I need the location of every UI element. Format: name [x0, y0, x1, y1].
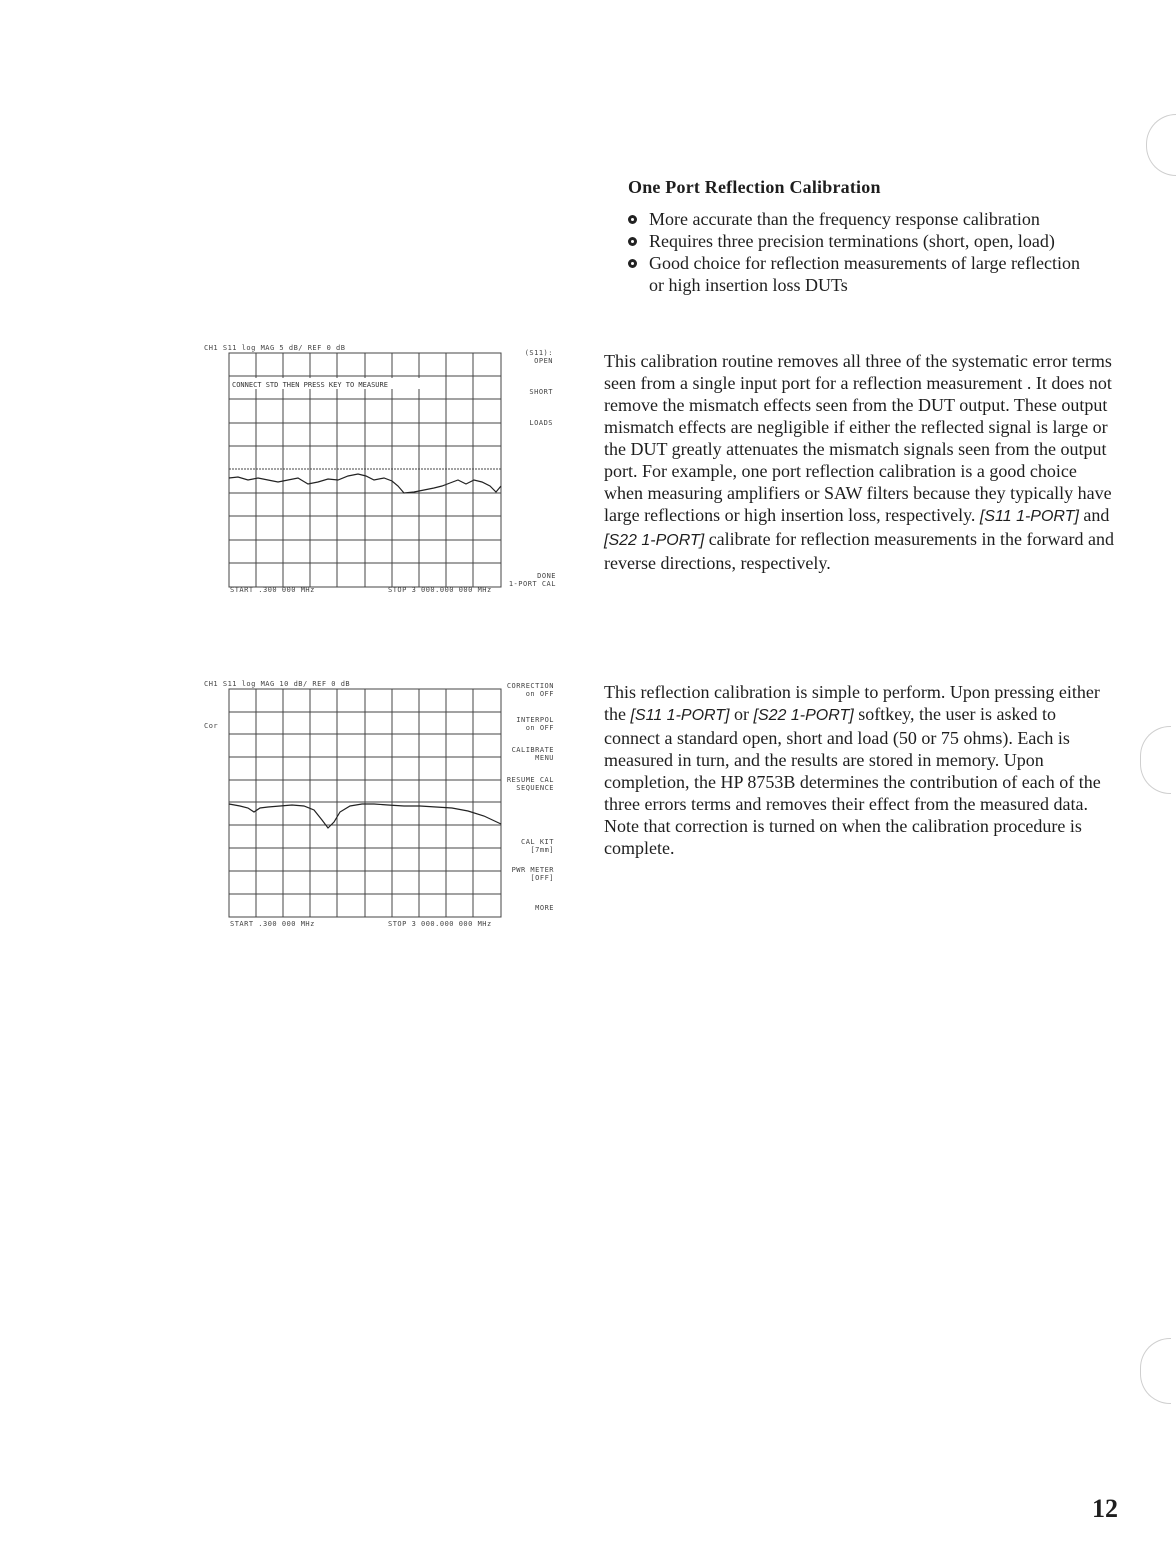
softkey-resume-cal-sequence[interactable]: RESUME CAL SEQUENCE — [506, 776, 554, 792]
softkey-short[interactable]: SHORT — [529, 388, 553, 396]
calibration-prompt: CONNECT STD THEN PRESS KEY TO MEASURE — [232, 381, 388, 389]
softkey-pwr-meter[interactable]: PWR METER [OFF] — [511, 866, 554, 882]
softkey-s11-1-port: [S11 1-PORT] — [630, 707, 730, 724]
start-frequency: START .300 000 MHz — [230, 920, 315, 928]
binder-hole — [1140, 1338, 1171, 1404]
softkey-s11-1-port: [S11 1-PORT] — [979, 508, 1079, 525]
section-title: One Port Reflection Calibration — [628, 177, 881, 197]
bullet-icon — [628, 259, 637, 268]
softkey-interpol[interactable]: INTERPOL on OFF — [516, 716, 554, 732]
analyzer-screen-calibration — [200, 342, 570, 598]
bullet-item: Requires three precision terminations (short, open, load) — [628, 230, 1088, 252]
softkey-open[interactable]: (S11): OPEN — [524, 349, 553, 365]
bullet-icon — [628, 237, 637, 246]
correction-indicator: Cor — [204, 722, 219, 730]
description-paragraph-2: This reflection calibration is simple to perform. Upon pressing either the [S11 1-PORT] or [S22 1-PORT] softkey, the user is asked to connect a standard open, short and load (50 or 75 ohms). Each is measured in turn, and the results are stored in memory. Upon completion, the HP 8753B determines the contribution of each of the three errors terms and removes their effect from the measured data. Note that correction is turned on when the calibration procedure is complete. — [604, 682, 1101, 858]
softkey-done-1-port-cal[interactable]: DONE 1-PORT CAL — [508, 572, 556, 588]
softkey-calibrate-menu[interactable]: CALIBRATE MENU — [511, 746, 554, 762]
page-number: 12 — [1092, 1494, 1118, 1523]
softkey-s22-1-port: [S22 1-PORT] — [753, 707, 854, 724]
softkey-cal-kit[interactable]: CAL KIT [7mm] — [520, 838, 554, 854]
softkey-loads[interactable]: LOADS — [529, 419, 553, 427]
measurement-grid — [228, 352, 502, 588]
measurement-grid — [228, 688, 502, 918]
analyzer-screen-correction — [200, 676, 570, 932]
bullet-item: Good choice for reflection measurements of large reflection or high insertion loss DUTs — [628, 252, 1088, 296]
start-frequency: START .300 000 MHz — [230, 586, 315, 594]
screen-header: CH1 S11 log MAG 5 dB/ REF 0 dB — [204, 344, 346, 352]
softkey-s22-1-port: [S22 1-PORT] — [604, 532, 705, 549]
description-paragraph-1: This calibration routine removes all three of the systematic error terms seen from a single input port for a reflection measurement . It does not remove the mismatch effects seen from the DUT output. These output mismatch effects are negligible if either the reflected signal is large or the DUT greatly attenuates the mismatch signals seen from the output port. For example, one port reflection calibration is a good choice when measuring amplifiers or SAW filters because they typically have large reflections or high insertion loss, respectively. [S11 1-PORT] and [S22 1-PORT] calibrate for reflection measurements in the forward and reverse directions, respectively. — [604, 351, 1115, 573]
screen-header: CH1 S11 log MAG 10 dB/ REF 0 dB — [204, 680, 351, 688]
binder-hole — [1140, 726, 1171, 794]
softkey-correction[interactable]: CORRECTION on OFF — [506, 682, 554, 698]
stop-frequency: STOP 3 000.000 000 MHz — [388, 586, 492, 594]
binder-hole — [1146, 114, 1176, 176]
bullet-icon — [628, 215, 637, 224]
softkey-more[interactable]: MORE — [535, 904, 554, 912]
grid-lines-vertical — [256, 689, 473, 917]
stop-frequency: STOP 3 000.000 000 MHz — [388, 920, 492, 928]
feature-bullet-list — [628, 208, 1088, 296]
bullet-item: More accurate than the frequency response calibration — [628, 208, 1088, 230]
